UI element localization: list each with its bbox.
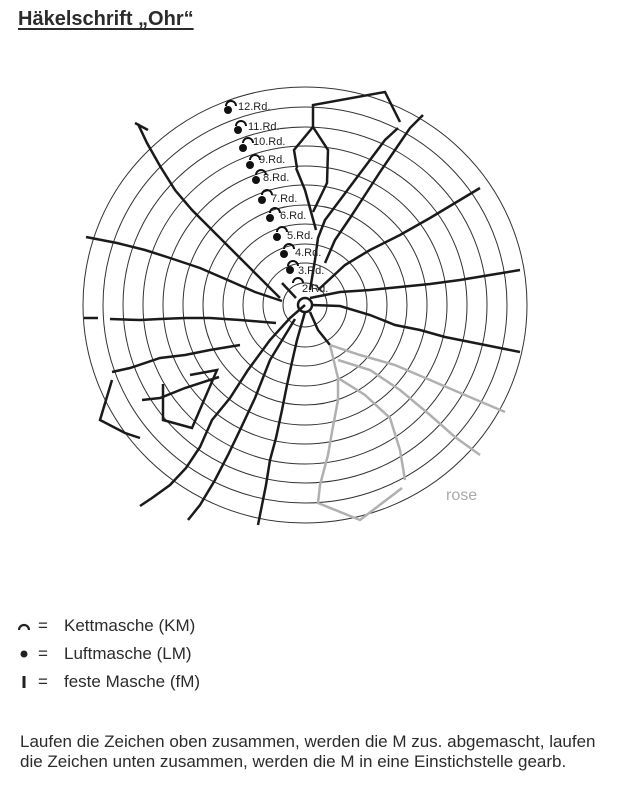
page-title: Häkelschrift „Ohr“: [18, 8, 194, 30]
rose-annotation: rose: [446, 487, 478, 504]
round-marker-10: [239, 136, 285, 152]
svg-text:9.Rd.: 9.Rd.: [259, 154, 286, 166]
round-marker-8: [252, 170, 289, 184]
legend-item-km: = Kettmasche (KM): [14, 612, 200, 640]
arc-icon: [14, 621, 34, 631]
svg-text:7.Rd.: 7.Rd.: [271, 193, 298, 205]
bar-icon: [14, 675, 34, 689]
round-marker-5: [273, 227, 313, 242]
dot-icon: [14, 649, 34, 659]
svg-text:10.Rd.: 10.Rd.: [253, 136, 286, 148]
instruction-note: Laufen die Zeichen oben zusammen, werden die M zus. abgemascht, laufen die Zeichen unten zusammen, werden die M in eine Einstichstelle gearb.: [20, 732, 596, 771]
svg-text:11.Rd.: 11.Rd.: [248, 121, 280, 133]
round-marker-12: [224, 101, 270, 114]
svg-text:2.Rd.: 2.Rd.: [302, 283, 329, 295]
round-markers: [224, 101, 328, 295]
svg-text:6.Rd.: 6.Rd.: [280, 210, 307, 222]
svg-text:3.Rd.: 3.Rd.: [298, 265, 325, 277]
svg-text:8.Rd.: 8.Rd.: [263, 172, 290, 184]
round-marker-11: [234, 121, 280, 134]
legend-item-fm: = feste Masche (fM): [14, 668, 200, 696]
round-label: 12.Rd.: [238, 101, 271, 113]
legend-item-lm: = Luftmasche (LM): [14, 640, 200, 668]
legend: [14, 612, 200, 696]
svg-text:4.Rd.: 4.Rd.: [295, 247, 322, 259]
svg-text:5.Rd.: 5.Rd.: [287, 230, 314, 242]
round-marker-9: [246, 154, 285, 169]
